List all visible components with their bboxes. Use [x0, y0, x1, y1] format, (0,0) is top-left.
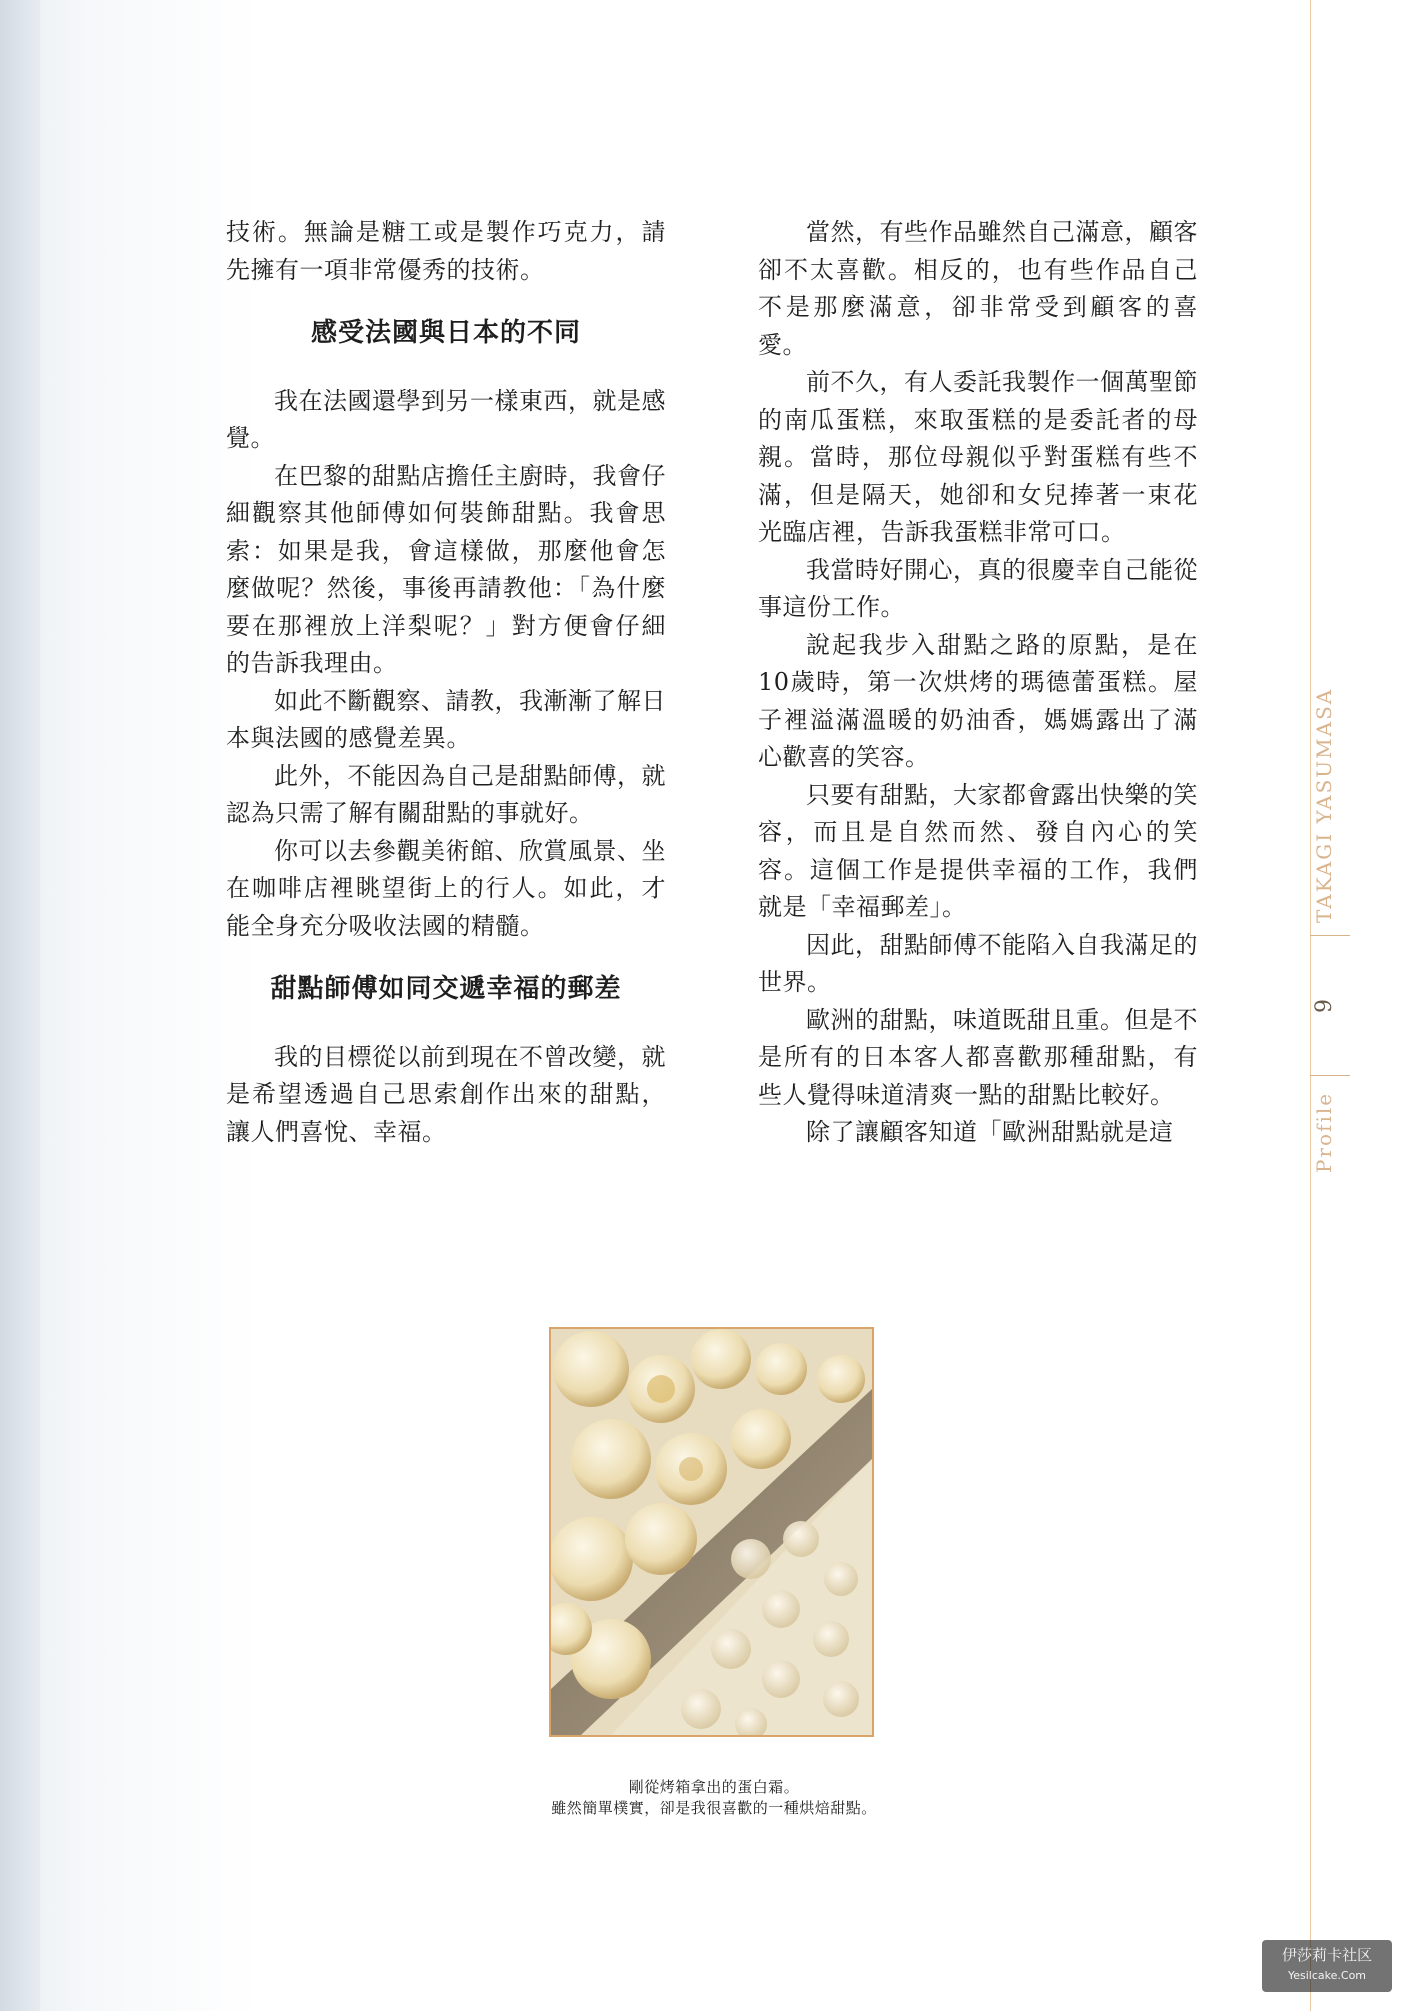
paragraph: 我的目標從以前到現在不曾改變，就是希望透過自己思索創作出來的甜點，讓人們喜悅、幸福。	[226, 1042, 666, 1146]
paragraph: 我當時好開心，真的很慶幸自己能從事這份工作。	[758, 555, 1198, 621]
paragraph: 我在法國還學到另一樣東西，就是感覺。	[226, 386, 666, 452]
paragraph: 你可以去參觀美術館、欣賞風景、坐在咖啡店裡眺望街上的行人。如此，才能全身充分吸收法國的精髓。	[226, 836, 666, 940]
sidebar-rule	[1310, 0, 1311, 2011]
left-text-column	[226, 214, 666, 1151]
meringue-photo	[549, 1327, 874, 1737]
section-heading: 甜點師傅如同交遞幸福的郵差	[270, 974, 622, 1004]
site-watermark	[1262, 1940, 1392, 1992]
watermark-line-2: Yesilcake.Com	[1287, 1969, 1367, 1982]
paragraph: 歐洲的甜點，味道既甜且重。但是不是所有的日本客人都喜歡那種甜點，有些人覺得味道清爽一點的甜點比較好。	[758, 1005, 1198, 1109]
photo-caption	[474, 1777, 954, 1819]
paragraph: 當然，有些作品雖然自己滿意，顧客卻不太喜歡。相反的，也有些作品自己不是那麼滿意，卻非常受到顧客的喜愛。	[758, 218, 1198, 359]
page-spine-shadow	[0, 0, 40, 2011]
page-number: 9	[1312, 997, 1337, 1013]
watermark-line-1: 伊莎莉卡社区	[1281, 1946, 1372, 1964]
paragraph: 只要有甜點，大家都會露出快樂的笑容，而且是自然而然、發自內心的笑容。這個工作是提供幸福的工作，我們就是「幸福郵差」。	[758, 780, 1198, 921]
sidebar-section-label: Profile	[1312, 1091, 1336, 1174]
sidebar-divider	[1310, 1075, 1350, 1076]
paragraph: 如此不斷觀察、請教，我漸漸了解日本與法國的感覺差異。	[226, 686, 666, 752]
paragraph: 除了讓顧客知道「歐洲甜點就是這	[806, 1118, 1174, 1146]
section-heading: 感受法國與日本的不同	[310, 318, 581, 348]
paragraph: 說起我步入甜點之路的原點，是在10歲時，第一次烘烤的瑪德蕾蛋糕。屋子裡溢滿溫暖的奶油香，媽媽露出了滿心歡喜的笑容。	[758, 630, 1198, 771]
paragraph: 技術。無論是糖工或是製作巧克力，請先擁有一項非常優秀的技術。	[226, 218, 666, 284]
paragraph: 前不久，有人委託我製作一個萬聖節的南瓜蛋糕，來取蛋糕的是委託者的母親。當時，那位母親似乎對蛋糕有些不滿，但是隔天，她卻和女兒捧著一束花光臨店裡，告訴我蛋糕非常可口。	[758, 368, 1198, 546]
caption-line-1: 剛從烤箱拿出的蛋白霜。	[628, 1778, 800, 1796]
paragraph: 因此，甜點師傅不能陷入自我滿足的世界。	[758, 930, 1198, 996]
paragraph: 此外，不能因為自己是甜點師傅，就認為只需了解有關甜點的事就好。	[226, 761, 666, 827]
sidebar-author-name: TAKAGI YASUMASA	[1312, 687, 1336, 923]
caption-line-2: 雖然簡單樸實，卻是我很喜歡的一種烘焙甜點。	[551, 1799, 877, 1817]
sidebar-divider	[1310, 935, 1350, 936]
right-text-column	[758, 214, 1198, 1152]
paragraph: 在巴黎的甜點店擔任主廚時，我會仔細觀察其他師傅如何裝飾甜點。我會思索：如果是我，會這樣做，那麼他會怎麼做呢？然後，事後再請教他：「為什麼要在那裡放上洋梨呢？」對方便會仔細的告訴我理由。	[226, 461, 666, 677]
